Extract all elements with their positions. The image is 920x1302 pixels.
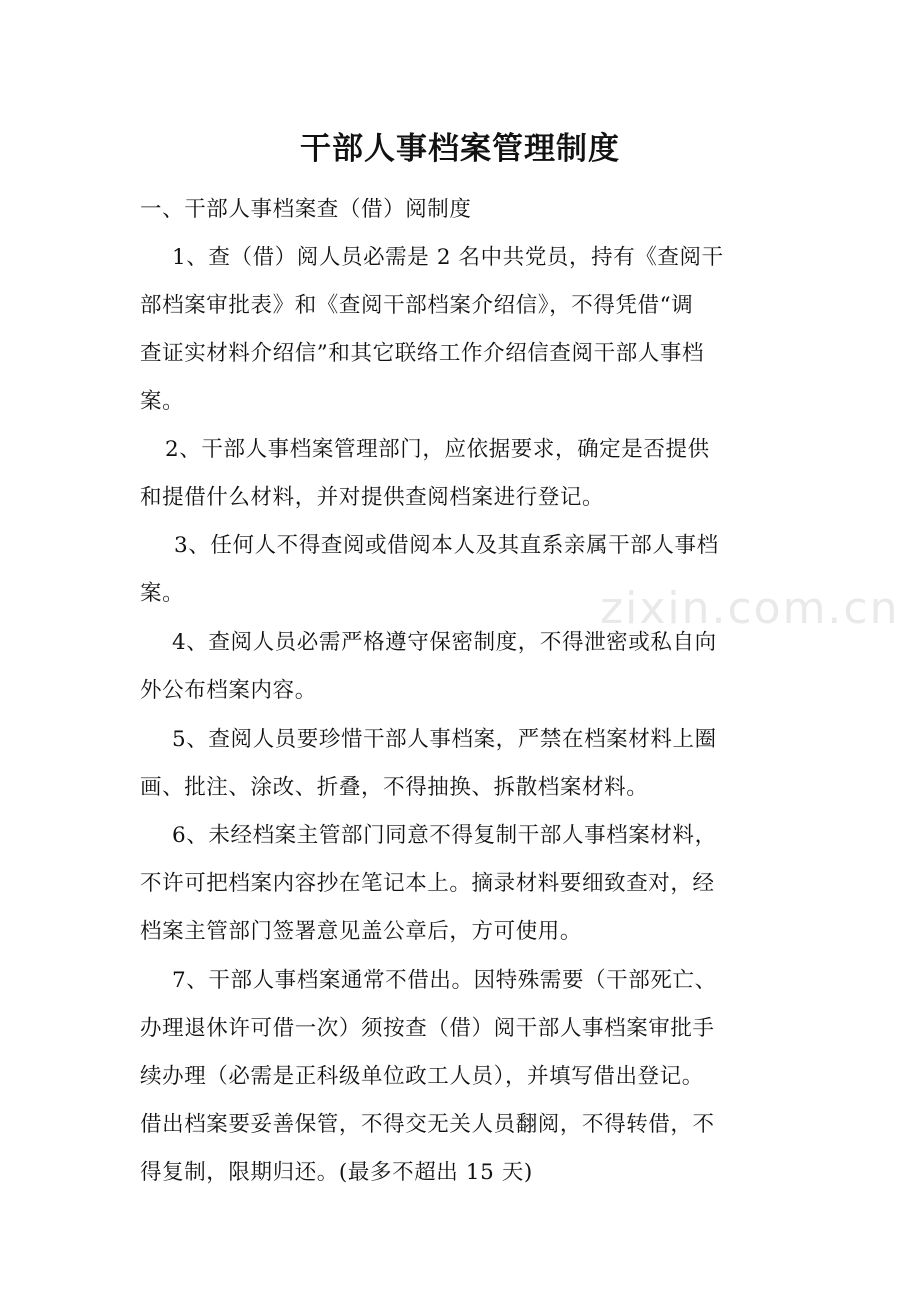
watermark: zixin.com.cn	[600, 583, 900, 634]
paragraph-line: 借出档案要妥善保管，不得交无关人员翻阅，不得转借，不	[140, 1112, 715, 1137]
paragraph-line: 7、干部人事档案通常不借出。因特殊需要（干部死亡、	[172, 968, 717, 993]
paragraph-line: 1、查（借）阅人员必需是 2 名中共党员，持有《查阅干	[172, 245, 724, 270]
paragraph-line: 办理退休许可借一次）须按查（借）阅干部人事档案审批手	[140, 1016, 715, 1041]
paragraph-line: 5、查阅人员要珍惜干部人事档案，严禁在档案材料上圈	[172, 727, 717, 752]
paragraph-line: 案。	[140, 389, 185, 414]
paragraph-line: 3、任何人不得查阅或借阅本人及其直系亲属干部人事档	[174, 533, 719, 558]
document-title: 干部人事档案管理制度	[300, 131, 620, 167]
paragraph-line: 档案主管部门签署意见盖公章后，方可使用。	[140, 919, 583, 944]
paragraph-line: 外公布档案内容。	[140, 678, 317, 703]
paragraph-line: 和提借什么材料，并对提供查阅档案进行登记。	[140, 485, 605, 510]
paragraph-line: 案。	[140, 581, 185, 606]
paragraph-line: 部档案审批表》和《查阅干部档案介绍信》，不得凭借“调	[140, 293, 694, 318]
paragraph-line: 得复制，限期归还。(最多不超出 15 天)	[140, 1160, 533, 1185]
paragraph-line: 画、批注、涂改、折叠，不得抽换、拆散档案材料。	[140, 775, 649, 800]
paragraph-line: 6、未经档案主管部门同意不得复制干部人事档案材料，	[172, 823, 717, 848]
section-heading: 一、干部人事档案查（借）阅制度	[140, 197, 472, 222]
paragraph-line: 查证实材料介绍信”和其它联络工作介绍信查阅干部人事档	[140, 341, 705, 366]
paragraph-line: 续办理（必需是正科级单位政工人员），并填写借出登记。	[140, 1064, 704, 1089]
paragraph-line: 2、干部人事档案管理部门，应依据要求，确定是否提供	[165, 437, 710, 462]
paragraph-line: 4、查阅人员必需严格遵守保密制度，不得泄密或私自向	[172, 630, 717, 655]
paragraph-line: 不许可把档案内容抄在笔记本上。摘录材料要细致查对，经	[140, 871, 715, 896]
